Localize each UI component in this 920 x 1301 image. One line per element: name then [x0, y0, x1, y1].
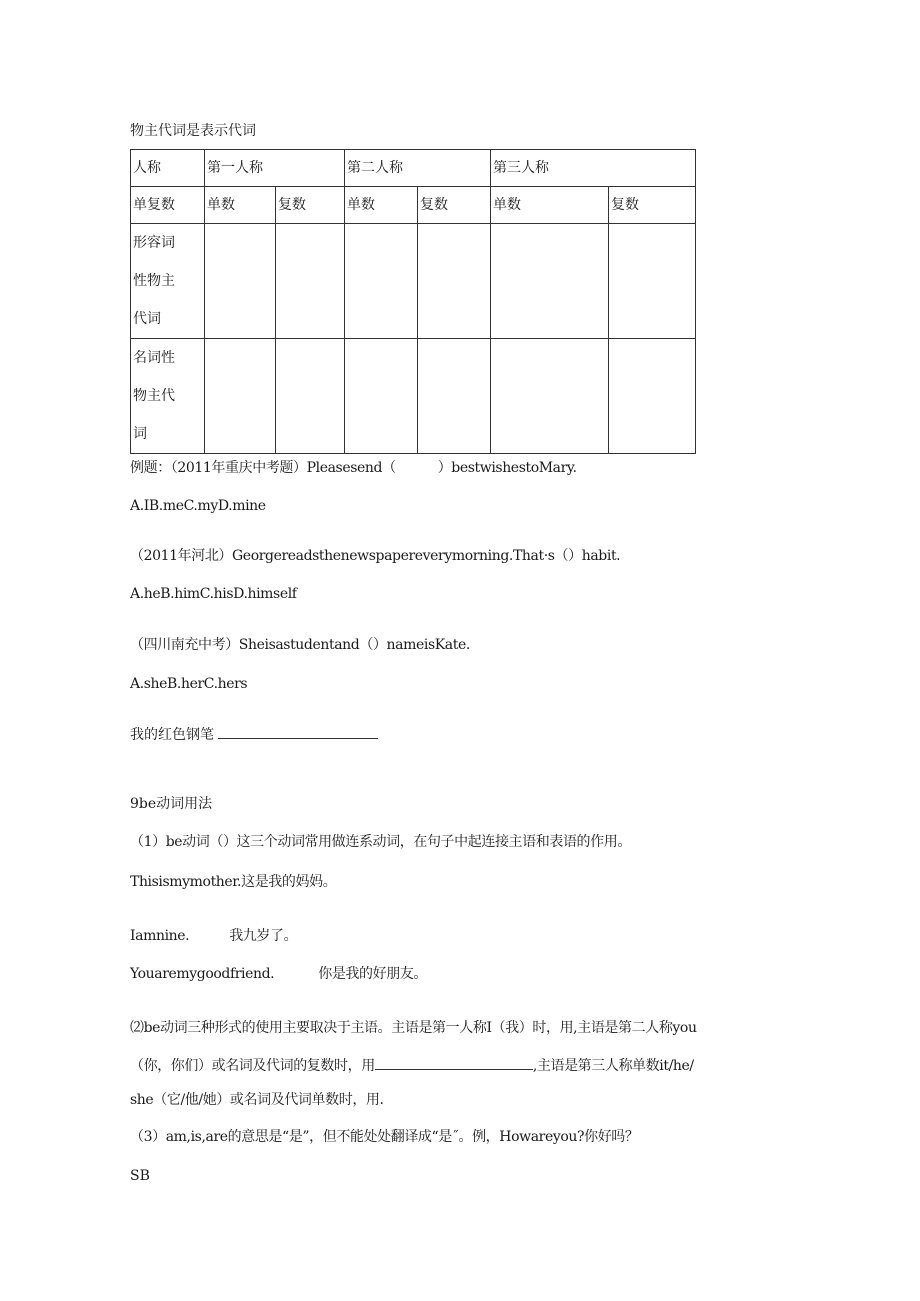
- empty-cell: [205, 339, 276, 454]
- answer-blank: [375, 1055, 533, 1070]
- empty-cell: [609, 339, 696, 454]
- example-options-1: A.IB.meC.myD.mine: [130, 498, 266, 514]
- table-header-row: [131, 150, 696, 187]
- sentence-zh: 这是我的妈妈。: [241, 874, 337, 890]
- sentence-en: Iamnine.: [130, 928, 190, 944]
- cell-singular: 单数: [491, 187, 609, 224]
- empty-cell: [491, 339, 609, 454]
- cell-singular: 单数: [345, 187, 418, 224]
- example-question-1: [130, 458, 577, 478]
- footer-text: SB: [130, 1168, 150, 1184]
- header-cell-person: 人称: [131, 150, 205, 187]
- exercise-text: 我的红色钢笔: [130, 727, 214, 743]
- example-sentence-2: [130, 926, 297, 946]
- example-options-2: A.heB.himC.hisD.himself: [130, 586, 297, 602]
- example-sentence-1: [130, 872, 336, 892]
- empty-cell: [609, 224, 696, 339]
- point-2-text-b: ,主语是第三人称单数it/he/: [532, 1058, 694, 1074]
- row-label-noun-possessive: [131, 339, 205, 454]
- sentence-en: Thisismymother.: [130, 874, 242, 890]
- point-2-line-1: ⑵be动词三种形式的使用主要取决于主语。主语是第一人称I（我）时，用,主语是第二人称you: [130, 1020, 697, 1036]
- sentence-zh: 你是我的好朋友。: [318, 966, 428, 982]
- header-cell-second-person: 第二人称: [345, 150, 491, 187]
- empty-cell: [276, 224, 345, 339]
- example-question-3: （四川南充中考）Sheisastudentand（）nameisKate.: [130, 637, 470, 653]
- example-options-3: A.sheB.herC.hers: [130, 676, 248, 692]
- empty-cell: [205, 224, 276, 339]
- cell-plural: 复数: [609, 187, 696, 224]
- label-line: 物主代: [133, 388, 175, 404]
- row-label-adjective-possessive: [131, 224, 205, 339]
- answer-blank: [218, 724, 378, 739]
- cell-singular: 单数: [205, 187, 276, 224]
- label-line: 代词: [133, 311, 161, 327]
- cell-plural: 复数: [418, 187, 491, 224]
- sentence-zh: 我九岁了。: [229, 928, 298, 944]
- sentence-en: Youaremygoodfriend.: [130, 966, 275, 982]
- label-line: 名词性: [133, 350, 175, 366]
- table-number-row: [131, 187, 696, 224]
- empty-cell: [418, 339, 491, 454]
- point-2-line-2: [130, 1055, 694, 1076]
- cell-number-label: 单复数: [131, 187, 205, 224]
- section-title: 9be动词用法: [130, 796, 213, 812]
- table-row: [131, 224, 696, 339]
- exercise-line: [130, 724, 378, 745]
- empty-cell: [491, 224, 609, 339]
- point-2-line-3: she（它/他/她）或名词及代词单数时，用.: [130, 1092, 384, 1108]
- header-cell-first-person: 第一人称: [205, 150, 345, 187]
- label-line: 形容词: [133, 235, 175, 251]
- example-question-2: （2011年河北）Georgereadsthenewspapereverymorning.That·s（）habit.: [130, 548, 621, 564]
- empty-cell: [418, 224, 491, 339]
- question-text-end: ）bestwishestoMary.: [437, 460, 577, 476]
- page-heading: 物主代词是表示代词: [130, 123, 256, 139]
- point-1: （1）be动词（）这三个动词常用做连系动词，在句子中起连接主语和表语的作用。: [130, 834, 631, 850]
- label-line: 性物主: [133, 273, 175, 289]
- example-sentence-3: [130, 964, 427, 984]
- empty-cell: [345, 224, 418, 339]
- empty-cell: [345, 339, 418, 454]
- header-cell-third-person: 第三人称: [491, 150, 696, 187]
- point-2-text-a: （你，你们）或名词及代词的复数时，用: [130, 1058, 375, 1074]
- label-line: 词: [133, 426, 147, 442]
- empty-cell: [276, 339, 345, 454]
- point-3: （3）am,is,are的意思是“是”，但不能处处翻译成“是˝。例，Howareyou?你好吗？: [130, 1129, 639, 1145]
- cell-plural: 复数: [276, 187, 345, 224]
- table-row: [131, 339, 696, 454]
- question-text: 例题：（2011年重庆中考题）Pleasesend（: [130, 460, 396, 476]
- possessive-pronoun-table: [130, 149, 696, 454]
